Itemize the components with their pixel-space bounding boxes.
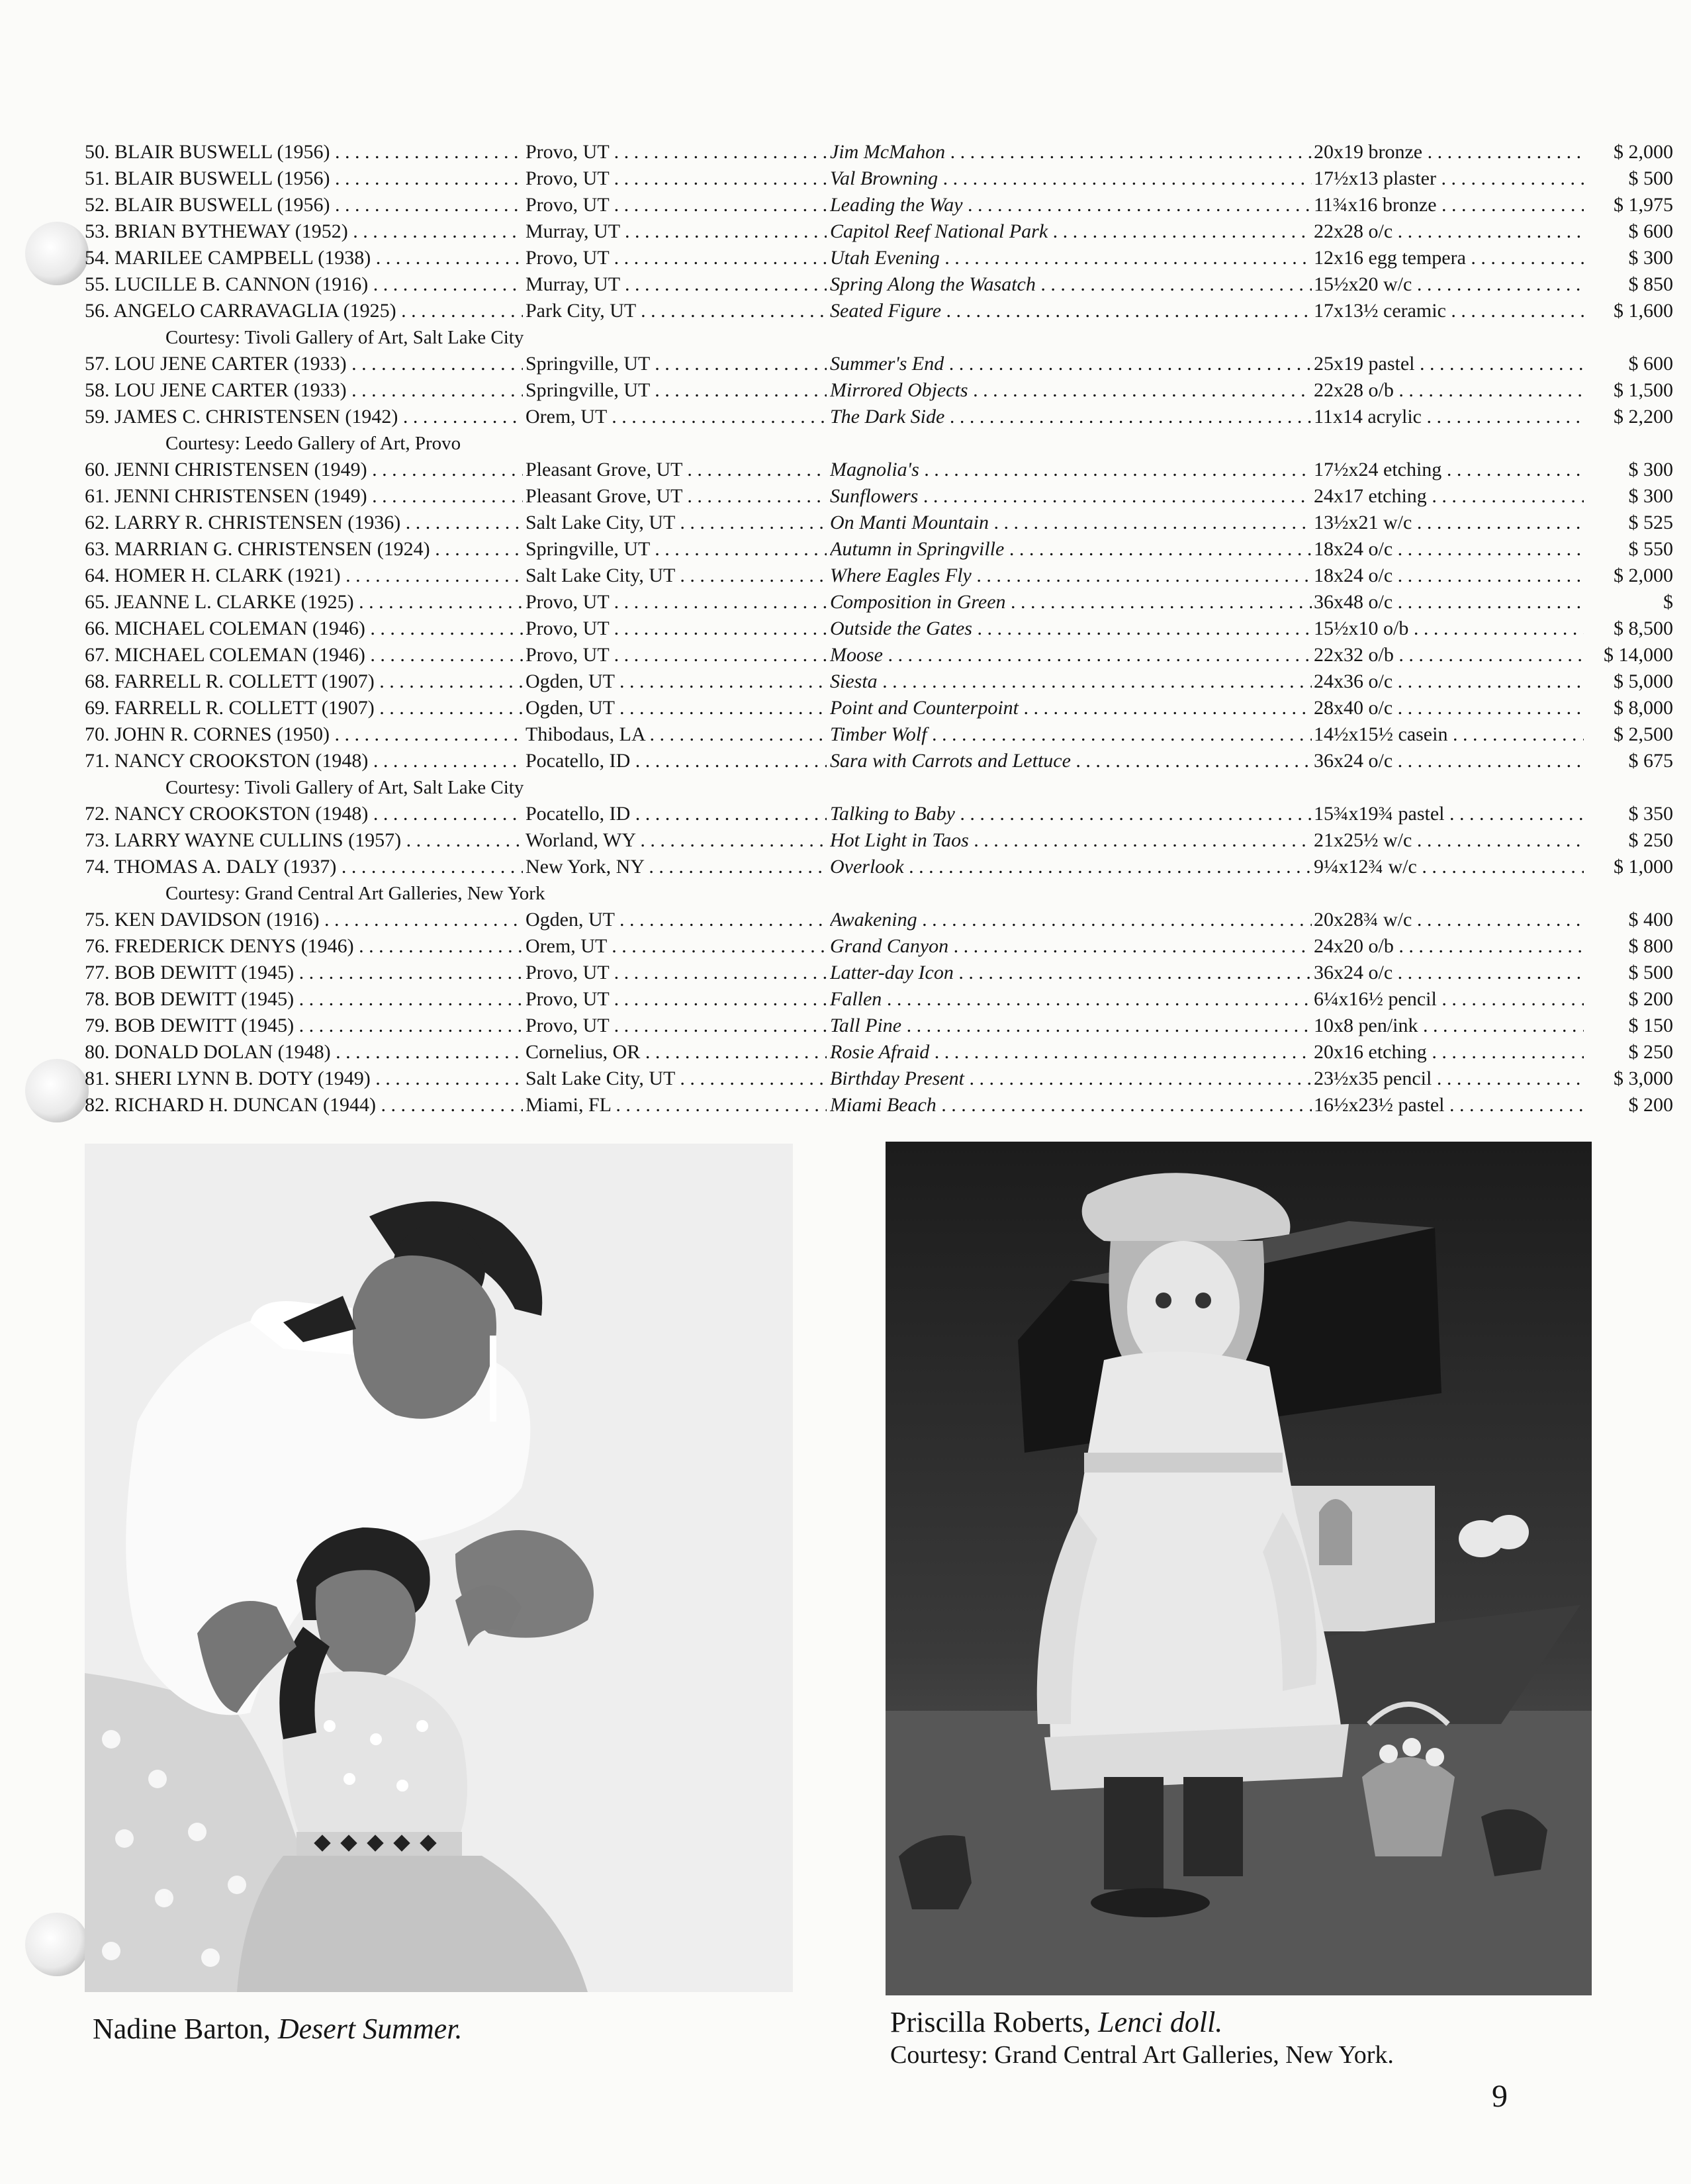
catalog-entry <box>85 298 1673 324</box>
entry-price: $ 300 <box>1628 459 1673 480</box>
entry-size: 9¼x12¾ w/c . . . <box>1314 854 1584 880</box>
entry-city: Provo, UT . . . <box>526 615 827 642</box>
entry-artist: 69. FARRELL R. COLLETT (1907) . . . <box>85 695 523 721</box>
entry-title: Autumn in Springville . . . <box>830 536 1312 563</box>
entry-artist: 57. LOU JENE CARTER (1933) . . . <box>85 351 523 377</box>
entry-artist: 59. JAMES C. CHRISTENSEN (1942) . . . <box>85 404 523 430</box>
entry-size: 20x19 bronze . . . <box>1314 139 1584 165</box>
entry-title: Latter-day Icon . . . <box>830 960 1312 986</box>
entry-size: 16½x23½ pastel . . . <box>1314 1092 1584 1118</box>
entry-city: Pleasant Grove, UT . . . <box>526 457 827 483</box>
entry-size: 15½x20 w/c . . . <box>1314 271 1584 298</box>
entry-title: Val Browning . . . <box>830 165 1312 192</box>
entry-artist: 53. BRIAN BYTHEWAY (1952) . . . <box>85 218 523 245</box>
entry-size: 15¾x19¾ pastel . . . <box>1314 801 1584 827</box>
catalog-entry <box>85 457 1673 483</box>
entry-size: 22x32 o/b . . . <box>1314 642 1584 668</box>
entry-size: 23½x35 pencil . . . <box>1314 1066 1584 1092</box>
entry-title: Awakening . . . <box>830 907 1312 933</box>
entry-price: $ 2,000 <box>1614 565 1673 586</box>
entry-price: $ 8,000 <box>1614 697 1673 719</box>
entry-price: $ 150 <box>1628 1015 1673 1036</box>
entry-title: Birthday Present . . . <box>830 1066 1312 1092</box>
entry-city: Orem, UT . . . <box>526 404 827 430</box>
courtesy-line <box>85 774 1580 801</box>
entry-title: The Dark Side . . . <box>830 404 1312 430</box>
binder-hole-middle <box>25 1059 89 1122</box>
entry-city: Springville, UT . . . <box>526 377 827 404</box>
courtesy-text: Courtesy: Tivoli Gallery of Art, Salt Lake City <box>165 327 524 348</box>
entry-size: 17½x24 etching . . . <box>1314 457 1584 483</box>
caption-title: Desert Summer. <box>277 2013 463 2045</box>
entry-artist: 60. JENNI CHRISTENSEN (1949) . . . <box>85 457 523 483</box>
catalog-entry <box>85 510 1673 536</box>
catalog-entry <box>85 748 1673 774</box>
entry-price: $ 14,000 <box>1604 644 1673 666</box>
entry-price: $ 800 <box>1628 935 1673 957</box>
entry-city: Springville, UT . . . <box>526 351 827 377</box>
entry-title: Summer's End . . . <box>830 351 1312 377</box>
entry-artist: 77. BOB DEWITT (1945) . . . <box>85 960 523 986</box>
caption-artist: Priscilla Roberts, <box>890 2006 1091 2038</box>
entry-size: 22x28 o/b . . . <box>1314 377 1584 404</box>
entry-artist: 55. LUCILLE B. CANNON (1916) . . . <box>85 271 523 298</box>
entry-artist: 71. NANCY CROOKSTON (1948) . . . <box>85 748 523 774</box>
courtesy-text: Courtesy: Grand Central Art Galleries, New York <box>165 883 545 904</box>
entry-artist: 72. NANCY CROOKSTON (1948) . . . <box>85 801 523 827</box>
catalog-entry <box>85 483 1673 510</box>
entry-price: $ 675 <box>1628 750 1673 772</box>
desert-summer-illustration <box>85 1144 793 1992</box>
catalog-entry <box>85 271 1673 298</box>
entry-city: Pocatello, ID . . . <box>526 801 827 827</box>
catalog-entry <box>85 907 1673 933</box>
catalog-entry <box>85 351 1673 377</box>
entry-title: Seated Figure . . . <box>830 298 1312 324</box>
catalog-entry <box>85 854 1673 880</box>
entry-artist: 74. THOMAS A. DALY (1937) . . . <box>85 854 523 880</box>
catalog-entry <box>85 1013 1673 1039</box>
entry-price: $ 1,600 <box>1614 300 1673 322</box>
catalog-entry <box>85 1039 1673 1066</box>
catalog-entry <box>85 589 1673 615</box>
catalog-entry <box>85 404 1673 430</box>
entry-price: $ 850 <box>1628 273 1673 295</box>
entry-title: Capitol Reef National Park . . . <box>830 218 1312 245</box>
entry-city: Provo, UT . . . <box>526 245 827 271</box>
entry-artist: 82. RICHARD H. DUNCAN (1944) . . . <box>85 1092 523 1118</box>
entry-city: Park City, UT . . . <box>526 298 827 324</box>
catalog-entry <box>85 139 1673 165</box>
entry-size: 20x16 etching . . . <box>1314 1039 1584 1066</box>
entry-artist: 70. JOHN R. CORNES (1950) . . . <box>85 721 523 748</box>
entry-city: Provo, UT . . . <box>526 642 827 668</box>
binder-hole-top <box>25 222 89 285</box>
entry-city: Miami, FL . . . <box>526 1092 827 1118</box>
catalog-entry <box>85 827 1673 854</box>
catalog-entry <box>85 668 1673 695</box>
entry-size: 10x8 pen/ink . . . <box>1314 1013 1584 1039</box>
courtesy-line <box>85 324 1580 351</box>
entry-city: Provo, UT . . . <box>526 986 827 1013</box>
entry-price: $ 1,000 <box>1614 856 1673 878</box>
entry-title: Sara with Carrots and Lettuce . . . <box>830 748 1312 774</box>
entry-price: $ 2,000 <box>1614 141 1673 163</box>
entry-price: $ 1,500 <box>1614 379 1673 401</box>
catalog-entry <box>85 536 1673 563</box>
catalog-entry <box>85 960 1673 986</box>
entry-size: 12x16 egg tempera . . . <box>1314 245 1584 271</box>
entry-price: $ 500 <box>1628 167 1673 189</box>
entry-title: Where Eagles Fly . . . <box>830 563 1312 589</box>
entry-title: Outside the Gates . . . <box>830 615 1312 642</box>
catalog-entry <box>85 986 1673 1013</box>
entry-city: Provo, UT . . . <box>526 960 827 986</box>
entry-price: $ 500 <box>1628 962 1673 983</box>
entry-size: 24x20 o/b . . . <box>1314 933 1584 960</box>
entry-price: $ 8,500 <box>1614 617 1673 639</box>
entry-city: Salt Lake City, UT . . . <box>526 510 827 536</box>
entry-title: Tall Pine . . . <box>830 1013 1312 1039</box>
entry-title: Utah Evening . . . <box>830 245 1312 271</box>
entry-size: 6¼x16½ pencil . . . <box>1314 986 1584 1013</box>
entry-size: 24x17 etching . . . <box>1314 483 1584 510</box>
entry-size: 36x48 o/c . . . <box>1314 589 1584 615</box>
binder-hole-bottom <box>25 1913 89 1976</box>
entry-price: $ 350 <box>1628 803 1673 825</box>
lenci-doll-painting <box>886 1142 1592 1995</box>
entry-city: Salt Lake City, UT . . . <box>526 1066 827 1092</box>
entry-city: Salt Lake City, UT . . . <box>526 563 827 589</box>
entry-price: $ 200 <box>1628 988 1673 1010</box>
entry-artist: 64. HOMER H. CLARK (1921) . . . <box>85 563 523 589</box>
entry-size: 11¾x16 bronze . . . <box>1314 192 1584 218</box>
entry-artist: 63. MARRIAN G. CHRISTENSEN (1924) . . . <box>85 536 523 563</box>
entry-city: Murray, UT . . . <box>526 218 827 245</box>
courtesy-line <box>85 430 1580 457</box>
catalog-entry <box>85 642 1673 668</box>
entry-price: $ 400 <box>1628 909 1673 931</box>
entry-price: $ 1,975 <box>1614 194 1673 216</box>
entry-city: Murray, UT . . . <box>526 271 827 298</box>
catalog-entry <box>85 1066 1673 1092</box>
catalog-entry <box>85 1092 1673 1118</box>
catalog-entry <box>85 245 1673 271</box>
entry-artist: 79. BOB DEWITT (1945) . . . <box>85 1013 523 1039</box>
entry-city: Provo, UT . . . <box>526 1013 827 1039</box>
entry-city: Ogden, UT . . . <box>526 695 827 721</box>
entry-title: Hot Light in Taos . . . <box>830 827 1312 854</box>
entry-city: Provo, UT . . . <box>526 192 827 218</box>
entry-size: 28x40 o/c . . . <box>1314 695 1584 721</box>
catalog-entry <box>85 695 1673 721</box>
entry-title: Mirrored Objects . . . <box>830 377 1312 404</box>
catalog-entry <box>85 377 1673 404</box>
catalog-entry <box>85 192 1673 218</box>
entry-title: On Manti Mountain . . . <box>830 510 1312 536</box>
entry-artist: 81. SHERI LYNN B. DOTY (1949) . . . <box>85 1066 523 1092</box>
entry-title: Timber Wolf . . . <box>830 721 1312 748</box>
entry-size: 15½x10 o/b . . . <box>1314 615 1584 642</box>
entry-city: Provo, UT . . . <box>526 139 827 165</box>
entry-title: Point and Counterpoint . . . <box>830 695 1312 721</box>
entry-city: New York, NY . . . <box>526 854 827 880</box>
entry-artist: 78. BOB DEWITT (1945) . . . <box>85 986 523 1013</box>
entry-title: Moose . . . <box>830 642 1312 668</box>
entry-size: 20x28¾ w/c . . . <box>1314 907 1584 933</box>
entry-city: Ogden, UT . . . <box>526 907 827 933</box>
entry-size: 17x13½ ceramic . . . <box>1314 298 1584 324</box>
entry-title: Siesta . . . <box>830 668 1312 695</box>
entry-artist: 52. BLAIR BUSWELL (1956) . . . <box>85 192 523 218</box>
entry-artist: 75. KEN DAVIDSON (1916) . . . <box>85 907 523 933</box>
entry-price: $ 600 <box>1628 220 1673 242</box>
entry-title: Magnolia's . . . <box>830 457 1312 483</box>
entry-title: Overlook . . . <box>830 854 1312 880</box>
caption-artist: Nadine Barton, <box>93 2013 271 2045</box>
entry-artist: 66. MICHAEL COLEMAN (1946) . . . <box>85 615 523 642</box>
entry-price: $ <box>1663 591 1673 613</box>
entry-city: Thibodaus, LA . . . <box>526 721 827 748</box>
entry-price: $ 2,200 <box>1614 406 1673 428</box>
entry-size: 36x24 o/c . . . <box>1314 960 1584 986</box>
entry-title: Fallen . . . <box>830 986 1312 1013</box>
figure-caption-left <box>93 2012 462 2046</box>
entry-price: $ 3,000 <box>1614 1068 1673 1089</box>
entry-price: $ 550 <box>1628 538 1673 560</box>
entry-artist: 80. DONALD DOLAN (1948) . . . <box>85 1039 523 1066</box>
entry-size: 24x36 o/c . . . <box>1314 668 1584 695</box>
entry-size: 18x24 o/c . . . <box>1314 563 1584 589</box>
entry-city: Springville, UT . . . <box>526 536 827 563</box>
catalog-entry <box>85 165 1673 192</box>
entry-size: 36x24 o/c . . . <box>1314 748 1584 774</box>
entry-city: Ogden, UT . . . <box>526 668 827 695</box>
entry-city: Cornelius, OR . . . <box>526 1039 827 1066</box>
entry-city: Pocatello, ID . . . <box>526 748 827 774</box>
entry-price: $ 250 <box>1628 1041 1673 1063</box>
page-number: 9 <box>1492 2079 1508 2114</box>
entry-artist: 51. BLAIR BUSWELL (1956) . . . <box>85 165 523 192</box>
entry-size: 21x25½ w/c . . . <box>1314 827 1584 854</box>
entry-title: Miami Beach . . . <box>830 1092 1312 1118</box>
catalog-entry <box>85 563 1673 589</box>
entry-title: Spring Along the Wasatch . . . <box>830 271 1312 298</box>
entry-city: Orem, UT . . . <box>526 933 827 960</box>
entry-title: Talking to Baby . . . <box>830 801 1312 827</box>
courtesy-text: Courtesy: Leedo Gallery of Art, Provo <box>165 433 461 454</box>
entry-artist: 73. LARRY WAYNE CULLINS (1957) . . . <box>85 827 523 854</box>
figure-caption-right <box>890 2005 1394 2070</box>
courtesy-text: Courtesy: Tivoli Gallery of Art, Salt Lake City <box>165 777 524 798</box>
entry-price: $ 250 <box>1628 829 1673 851</box>
entry-price: $ 2,500 <box>1614 723 1673 745</box>
entry-title: Leading the Way . . . <box>830 192 1312 218</box>
entry-artist: 54. MARILEE CAMPBELL (1938) . . . <box>85 245 523 271</box>
catalog-entry <box>85 721 1673 748</box>
entry-size: 22x28 o/c . . . <box>1314 218 1584 245</box>
entry-title: Composition in Green . . . <box>830 589 1312 615</box>
entry-city: Provo, UT . . . <box>526 589 827 615</box>
caption-title: Lenci doll. <box>1098 2006 1223 2038</box>
catalog-entry <box>85 218 1673 245</box>
entry-title: Sunflowers . . . <box>830 483 1312 510</box>
entry-title: Jim McMahon . . . <box>830 139 1312 165</box>
entry-city: Worland, WY . . . <box>526 827 827 854</box>
entry-size: 11x14 acrylic . . . <box>1314 404 1584 430</box>
entry-city: Provo, UT . . . <box>526 165 827 192</box>
entry-size: 25x19 pastel . . . <box>1314 351 1584 377</box>
entry-artist: 67. MICHAEL COLEMAN (1946) . . . <box>85 642 523 668</box>
entry-artist: 58. LOU JENE CARTER (1933) . . . <box>85 377 523 404</box>
entry-size: 13½x21 w/c . . . <box>1314 510 1584 536</box>
entry-artist: 65. JEANNE L. CLARKE (1925) . . . <box>85 589 523 615</box>
entry-price: $ 5,000 <box>1614 670 1673 692</box>
entry-artist: 68. FARRELL R. COLLETT (1907) . . . <box>85 668 523 695</box>
catalog-entry <box>85 933 1673 960</box>
catalog-list <box>85 139 1673 1118</box>
entry-city: Pleasant Grove, UT . . . <box>526 483 827 510</box>
entry-price: $ 300 <box>1628 247 1673 269</box>
courtesy-line <box>85 880 1580 907</box>
catalog-entry <box>85 801 1673 827</box>
entry-price: $ 600 <box>1628 353 1673 375</box>
entry-price: $ 300 <box>1628 485 1673 507</box>
entry-title: Grand Canyon . . . <box>830 933 1312 960</box>
entry-artist: 56. ANGELO CARRAVAGLIA (1925) . . . <box>85 298 523 324</box>
catalog-entry <box>85 615 1673 642</box>
entry-artist: 62. LARRY R. CHRISTENSEN (1936) . . . <box>85 510 523 536</box>
caption-credit: Courtesy: Grand Central Art Galleries, New York. <box>890 2041 1394 2069</box>
entry-size: 14½x15½ casein . . . <box>1314 721 1584 748</box>
entry-artist: 76. FREDERICK DENYS (1946) . . . <box>85 933 523 960</box>
entry-title: Rosie Afraid . . . <box>830 1039 1312 1066</box>
entry-size: 17½x13 plaster . . . <box>1314 165 1584 192</box>
entry-artist: 61. JENNI CHRISTENSEN (1949) . . . <box>85 483 523 510</box>
entry-price: $ 525 <box>1628 512 1673 533</box>
entry-price: $ 200 <box>1628 1094 1673 1116</box>
entry-size: 18x24 o/c . . . <box>1314 536 1584 563</box>
entry-artist: 50. BLAIR BUSWELL (1956) . . . <box>85 139 523 165</box>
